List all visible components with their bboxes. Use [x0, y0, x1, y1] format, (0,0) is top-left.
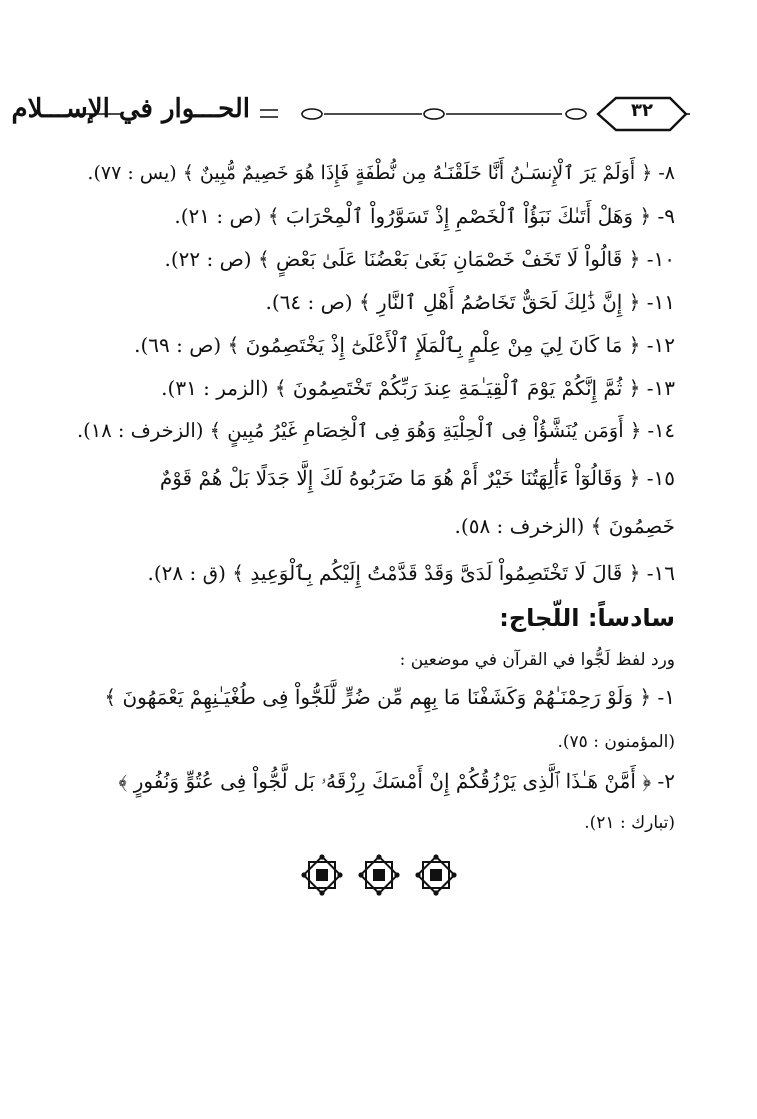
list-item: ١٣- ﴿ ثُمَّ إِنَّكُمْ يَوْمَ ٱلْقِيَـٰمَةِ عِندَ رَبِّكُمْ تَخْتَصِمُونَ ﴾ (الزمر : ٣١).	[161, 376, 675, 400]
list-item: ٩- ﴿ وَهَلْ أَتَىٰكَ نَبَؤُاْ ٱلْخَصْمِ إِذْ تَسَوَّرُواْ ٱلْمِحْرَابَ ﴾ (ص : ٢١).	[174, 204, 675, 228]
list-item: ١٤- ﴿ أَوَمَن يُنَشَّؤُاْ فِى ٱلْحِلْيَةِ وَهُوَ فِى ٱلْخِصَامِ غَيْرُ مُبِينٍ ﴾ (الزخرف : ١٨).	[76, 419, 675, 442]
ornament-star-icon	[300, 853, 344, 897]
list-item: ١٢- ﴿ مَا كَانَ لِيَ مِنْ عِلْمٍ بِٱلْمَلَإِ ٱلْأَعْلَىٰٓ إِذْ يَخْتَصِمُونَ ﴾ (ص : ٦٩).	[134, 333, 675, 357]
verse-reference: (تبارك : ٢١).	[584, 813, 675, 833]
ornament-star-icon	[357, 853, 401, 897]
verse-item: ٢- ﴿ أَمَّنْ هَـٰذَا ٱلَّذِى يَرْزُقُكُمْ إِنْ أَمْسَكَ رِزْقَهُۥ بَل لَّجُّواْ فِى عُتُوٍّ وَنُفُورٍ ﴾	[118, 769, 675, 793]
section-intro: ورد لفظ لَجُّوا في القرآن في موضعين :	[399, 650, 675, 670]
list-item: ١٦- ﴿ قَالَ لَا تَخْتَصِمُواْ لَدَىَّ وَقَدْ قَدَّمْتُ إِلَيْكُم بِٱلْوَعِيدِ ﴾ (ق : ٢٨).	[147, 561, 675, 585]
list-item: ١٠- ﴿ قَالُواْ لَا تَخَفْ خَصْمَانِ بَغَىٰ بَعْضُنَا عَلَىٰ بَعْضٍ ﴾ (ص : ٢٢).	[164, 247, 675, 271]
ornament-divider	[0, 853, 757, 903]
page-number: ٣٢	[631, 100, 653, 121]
verse-item: ١- ﴿ وَلَوْ رَحِمْنَـٰهُمْ وَكَشَفْنَا مَا بِهِم مِّن ضُرٍّ لَّلَجُّواْ فِى طُغْيَـٰنِهِمْ يَعْمَهُونَ ﴾	[104, 685, 675, 709]
list-item-continuation: خَصِمُونَ ﴾ (الزخرف : ٥٨).	[454, 514, 675, 538]
verse-reference: (المؤمنون : ٧٥).	[557, 732, 675, 752]
page-header	[11, 92, 690, 142]
section-heading: سادساً: اللّجاج:	[499, 604, 675, 632]
running-title: الحـــوار في الإســـلام	[11, 94, 250, 124]
list-item: ٨- ﴿ أَوَلَمْ يَرَ ٱلْإِنسَـٰنُ أَنَّا خَلَقْنَـٰهُ مِن نُّطْفَةٍ فَإِذَا هُوَ خَصِيمٌ مُّبِينٌ ﴾ (يس : ٧٧).	[87, 162, 675, 184]
list-item: ١٥- ﴿ وَقَالُوٓاْ ءَأَٰلِهَتُنَا خَيْرٌ أَمْ هُوَ مَا ضَرَبُوهُ لَكَ إِلَّا جَدَلًا بَلْ هُمْ قَوْمٌ	[159, 466, 675, 490]
ornament-star-icon	[414, 853, 458, 897]
list-item: ١١- ﴿ إِنَّ ذَٰلِكَ لَحَقٌّ تَخَاصُمُ أَهْلِ ٱلنَّارِ ﴾ (ص : ٦٤).	[265, 290, 675, 314]
